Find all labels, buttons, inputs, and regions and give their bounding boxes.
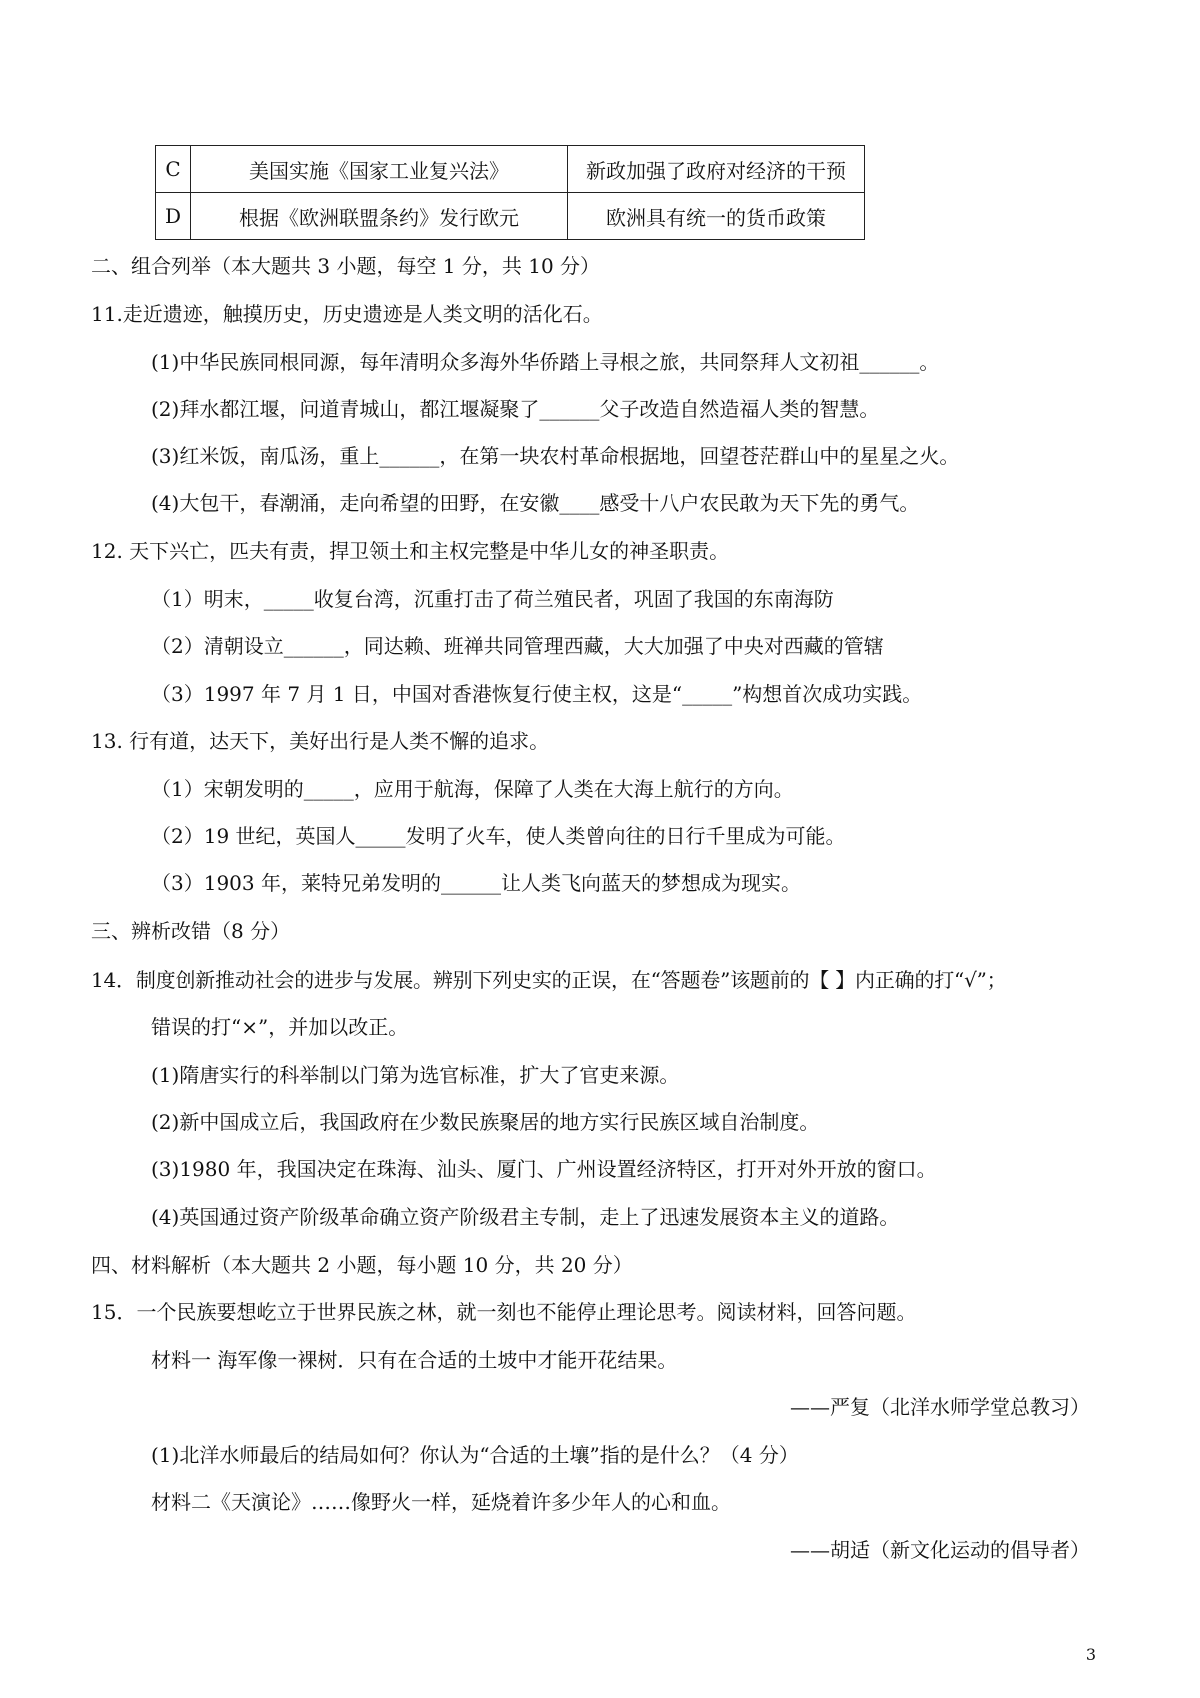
question-item: (1)隋唐实行的科举制以门第为选官标准，扩大了官吏来源。: [151, 1063, 680, 1087]
material-source: ——胡适（新文化运动的倡导者）: [790, 1538, 1090, 1562]
question-item: (1)中华民族同根同源，每年清明众多海外华侨踏上寻根之旅，共同祭拜人文初祖______。: [151, 350, 940, 374]
question-item: (4)英国通过资产阶级革命确立资产阶级君主专制，走上了迅速发展资本主义的道路。: [151, 1205, 900, 1229]
option-conclusion: 新政加强了政府对经济的干预: [568, 146, 865, 193]
question-item: （1）明末，_____收复台湾，沉重打击了荷兰殖民者，巩固了我国的东南海防: [151, 587, 834, 611]
question-stem: 12. 天下兴亡，匹夫有责，捍卫领土和主权完整是中华儿女的神圣职责。: [91, 539, 730, 563]
table-row: [156, 146, 865, 193]
option-letter: C: [156, 146, 191, 193]
section-heading: 二、组合列举（本大题共 3 小题，每空 1 分，共 10 分）: [91, 254, 601, 278]
material-text: 材料一 海军像一裸树．只有在合适的土坡中才能开花结果。: [151, 1348, 678, 1372]
material-source: ——严复（北洋水师学堂总教习）: [790, 1395, 1090, 1419]
option-conclusion: 欧洲具有统一的货币政策: [568, 193, 865, 240]
question-item: （1）宋朝发明的_____，应用于航海，保障了人类在大海上航行的方向。: [151, 777, 794, 801]
option-event: 根据《欧洲联盟条约》发行欧元: [191, 193, 568, 240]
option-letter: D: [156, 193, 191, 240]
question-stem-continued: 错误的打“×”，并加以改正。: [151, 1015, 409, 1039]
question-item: (3)红米饭，南瓜汤，重上______，在第一块农村革命根据地，回望苍茫群山中的星星之火。: [151, 444, 960, 468]
question-item: (2)新中国成立后，我国政府在少数民族聚居的地方实行民族区域自治制度。: [151, 1110, 820, 1134]
option-event: 美国实施《国家工业复兴法》: [191, 146, 568, 193]
question-item: （3）1997 年 7 月 1 日，中国对香港恢复行使主权，这是“_____”构想首次成功实践。: [151, 682, 923, 706]
section-heading: 四、材料解析（本大题共 2 小题，每小题 10 分，共 20 分）: [91, 1253, 633, 1277]
question-item: （3）1903 年，莱特兄弟发明的______让人类飞向蓝天的梦想成为现实。: [151, 871, 801, 895]
question-stem: 13. 行有道，达天下，美好出行是人类不懈的追求。: [91, 729, 550, 753]
options-table: [155, 145, 865, 240]
table-row: [156, 193, 865, 240]
material-text: 材料二《天演论》……像野火一样，延烧着许多少年人的心和血。: [151, 1490, 731, 1514]
question-stem: 11.走近遗迹，触摸历史，历史遗迹是人类文明的活化石。: [91, 302, 603, 326]
page-number: 3: [1085, 1645, 1096, 1664]
question-stem: 15．一个民族要想屹立于世界民族之林，就一刻也不能停止理论思考。阅读材料，回答问题。: [91, 1300, 917, 1324]
question-item: (3)1980 年，我国决定在珠海、汕头、厦门、广州设置经济特区，打开对外开放的窗口。: [151, 1157, 937, 1181]
question-item: （2）19 世纪，英国人_____发明了火车，使人类曾向往的日行千里成为可能。: [151, 824, 846, 848]
question-item: (4)大包干，春潮涌，走向希望的田野，在安徽____感受十八户农民敢为天下先的勇气。: [151, 491, 920, 515]
question-item: (1)北洋水师最后的结局如何？你认为“合适的土壤”指的是什么？（4 分）: [151, 1443, 799, 1467]
question-stem: 14．制度创新推动社会的进步与发展。辨别下列史实的正误，在“答题卷”该题前的【 】内正确的打“√”；: [91, 968, 1007, 992]
section-heading: 三、辨析改错（8 分）: [91, 919, 291, 943]
question-item: (2)拜水都江堰，问道青城山，都江堰凝聚了______父子改造自然造福人类的智慧。: [151, 397, 880, 421]
question-item: （2）清朝设立______，同达赖、班禅共同管理西藏，大大加强了中央对西藏的管辖: [151, 634, 884, 658]
